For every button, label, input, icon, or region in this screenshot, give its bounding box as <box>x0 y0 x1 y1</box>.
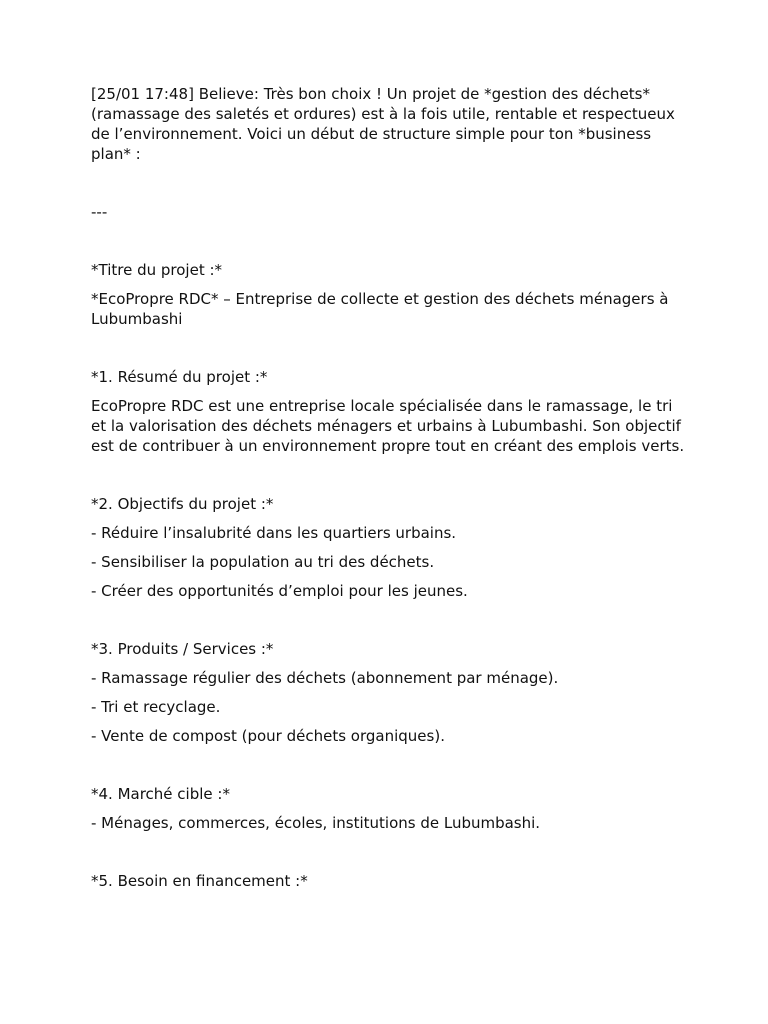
section-funding-heading: *5. Besoin en financement :* <box>91 872 308 890</box>
service-item: - Ramassage régulier des déchets (abonnement par ménage). <box>91 669 559 687</box>
service-item: - Vente de compost (pour déchets organiques). <box>91 727 445 745</box>
project-title-value: *EcoPropre RDC* – Entreprise de collecte et gestion des déchets ménagers à Lubumbashi <box>91 290 669 328</box>
section-summary-text: EcoPropre RDC est une entreprise locale spécialisée dans le ramassage, le tri et la valorisation des déchets ménagers et urbains à Lubumbashi. Son objectif est de contribuer à un environnement propre tout en créant des emplois verts. <box>91 397 685 455</box>
document-page <box>91 84 691 900</box>
project-title-heading: *Titre du projet :* <box>91 261 223 279</box>
market-item: - Ménages, commerces, écoles, institutions de Lubumbashi. <box>91 814 541 832</box>
objective-item: - Sensibiliser la population au tri des déchets. <box>91 553 435 571</box>
service-item: - Tri et recyclage. <box>91 698 221 716</box>
section-market-heading: *4. Marché cible :* <box>91 785 230 803</box>
objective-item: - Réduire l’insalubrité dans les quartiers urbains. <box>91 524 457 542</box>
section-objectives-heading: *2. Objectifs du projet :* <box>91 495 274 513</box>
section-summary-heading: *1. Résumé du projet :* <box>91 368 268 386</box>
section-services-heading: *3. Produits / Services :* <box>91 640 274 658</box>
objective-item: - Créer des opportunités d’emploi pour les jeunes. <box>91 582 468 600</box>
intro-message: [25/01 17:48] Believe: Très bon choix ! Un projet de *gestion des déchets* (ramassage des saletés et ordures) est à la fois utile, rentable et respectueux de l’environnement. Voici un début de structure simple pour ton *business plan* : <box>91 85 675 163</box>
separator: --- <box>91 203 108 221</box>
